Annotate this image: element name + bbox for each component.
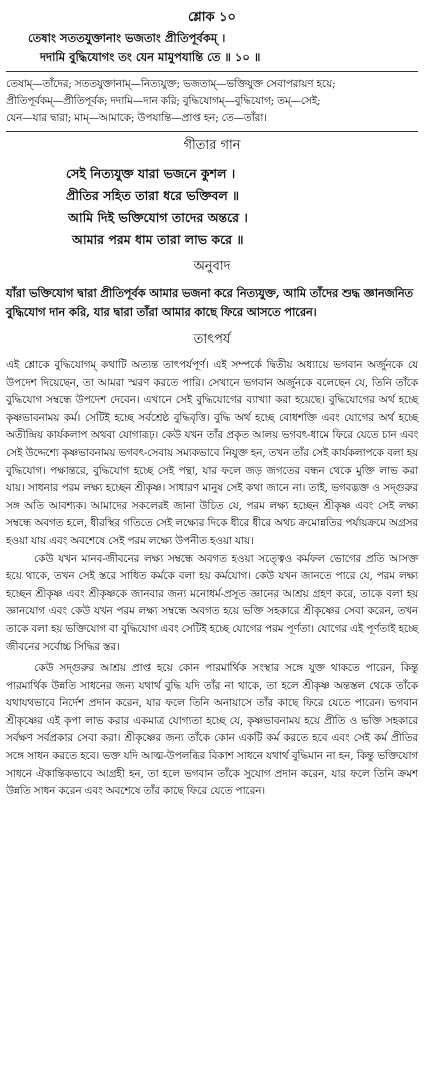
synonym-line: প্রীতিপূর্বকম্—প্রীতিপূর্বক; দদামি—দান করি; বুদ্ধিযোগম্—বুদ্ধিযোগ; তম্—সেই;	[6, 95, 321, 107]
song-line: আমার পরম ধাম তারা লাভ করে ॥	[72, 232, 244, 247]
divider	[6, 71, 418, 72]
song-verse	[6, 163, 418, 251]
purport-heading: তাৎপর্য	[193, 332, 231, 347]
synonym-line: তেষাম্—তাঁদের; সততযুক্তানাম্—নিত্যযুক্ত; ভজতাম্—ভক্তিযুক্ত সেবাপরায়ণ হয়ে;	[6, 78, 336, 90]
translation-heading: অনুবাদ	[193, 259, 231, 274]
purport-paragraph-3: কেউ সদ্গুরুর আশ্রয় প্রাপ্ত হয়ে কোন পারমার্থিক সংস্থার সঙ্গে যুক্ত থাকতে পারেন, কিন্তু পারমার্থিক উন্নতি সাধনের জন্য যথার্থ বুদ্ধি যদি তাঁর না থাকে, তা হলে শ্রীকৃষ্ণ অন্তস্তল থেকে তাঁকে যথাযথভাবে নির্দেশ প্রদান করেন, যার ফলে তিনি অনায়াসে তাঁর কাছে ফিরে যেতে পারেন। ভগবান শ্রীকৃষ্ণের এই কৃপা লাভ করার একমাত্র যোগ্যতা হচ্ছে যে, কৃষ্ণভাবনাময় হয়ে প্রীতি ও ভক্তি সহকারে সর্বক্ষণ সর্বপ্রকার সেবা করা। শ্রীকৃষ্ণের জন্য তাঁকে কোন একটি কর্ম করতে হবে এবং সেই কর্ম প্রীতির সঙ্গে সাধন করতে হবে। ভক্ত যদি আত্ম-উপলব্ধির বিকাশ সাধনে যথার্থ বুদ্ধিমান না হন, কিন্তু ভক্তিযোগ সাধনে ঐকান্তিকভাবে আগ্রহী হন, তা হলে ভগবান তাঁকে সুযোগ প্রদান করেন, যার ফলে তিনি ক্রমশ উন্নতি সাধন করেন এবং অবশেষে তাঁর কাছে ফিরে যেতে পারেন।	[6, 662, 418, 798]
purport-paragraph-2: কেউ যখন মানব-জীবনের লক্ষ্য সম্বন্ধে অবগত হওয়া সত্ত্বেও কর্মফল ভোগের প্রতি আসক্ত হয়ে থাকে, তখন সেই স্তরে সাধিত কর্মকে বলা হয় কর্মযোগ। কেউ যখন জানতে পারে যে, পরম লক্ষ্য হচ্ছেন শ্রীকৃষ্ণ এবং শ্রীকৃষ্ণকে জানবার জন্য মনোধর্ম-প্রসূত জ্ঞানের আশ্রয় গ্রহণ করে, তাকে বলা হয় জ্ঞানযোগ এবং কেউ যখন পরম লক্ষ্য সম্বন্ধে অবগত হয়ে ভক্তি সহকারে শ্রীকৃষ্ণের সেবা করেন, তখন তাকে বলা হয় ভক্তিযোগ বা বুদ্ধিযোগ এবং সেটিই হচ্ছে যোগের পরম পূর্ণতা। যোগের এই পূর্ণতাই হচ্ছে জীবনের সর্বোচ্চ সিদ্ধির স্তর।	[6, 552, 418, 653]
word-synonyms	[6, 76, 418, 127]
song-heading: গীতার গান	[183, 138, 241, 153]
purport-paragraph-1: এই শ্লোকে বুদ্ধিযোগম্ কথাটি অত্যন্ত তাৎপর্যপূর্ণ। এই সম্পর্কে দ্বিতীয় অধ্যায়ে ভগবান অর্জুনকে যে উপদেশ দিয়েছেন, তা আমরা স্মরণ করতে পারি। সেখানে ভগবান অর্জুনকে বলেছেন যে, তিনি তাঁকে বুদ্ধিযোগ সম্বন্ধে উপদেশ দেবেন। এখানে সেই বুদ্ধিযোগের ব্যাখ্যা করা হয়েছে। বুদ্ধিযোগের অর্থ হচ্ছে কৃষ্ণভাবনাময় কর্ম। সেটিই হচ্ছে সর্বশ্রেষ্ঠ বুদ্ধিবৃত্তি। বুদ্ধি অর্থ হচ্ছে বোধশক্তি এবং যোগের অর্থ হচ্ছে অতীন্দ্রিয় কার্যকলাপ অথবা যোগারূঢ়। কেউ যখন তাঁর প্রকৃত আলয় ভগবৎ-ধামে ফিরে যেতে চান এবং সেই উদ্দেশ্যে কৃষ্ণভাবনাময় ভগবৎ-সেবায় সম্যকভাবে নিযুক্ত হন, তখন তাঁর সেই কার্যকলাপকে বলা হয় বুদ্ধিযোগ। পক্ষান্তরে, বুদ্ধিযোগ হচ্ছে সেই পন্থা, যার ফলে জড় জগতের বন্ধন থেকে মুক্তি লাভ করা যায়। সাধনার পরম লক্ষ্য হচ্ছেন শ্রীকৃষ্ণ। সাধারণ মানুষ সেই কথা জানে না। তাই, ভগবদ্ভক্ত ও সদ্গুরুর সঙ্গ অতি আবশ্যক। আমাদের সকলেরই জানা উচিত যে, পরম লক্ষ্য হচ্ছেন শ্রীকৃষ্ণ এবং সেই লক্ষ্য সম্বন্ধে অবগত হলে, ধীরস্থির গতিতে সেই লক্ষ্যের দিকে ধীরে ধীরে অথচ ক্রমোন্নতির পর্যায়ক্রমে অগ্রসর হওয়া যায় এবং অবশেষে সেই পরম লক্ষ্যে উপনীত হওয়া যায়।	[6, 359, 418, 547]
sanskrit-verse	[6, 29, 418, 67]
song-line: প্রীতির সহিত তারা ধরে ভক্তিবল ॥	[66, 188, 240, 203]
song-line: সেই নিত্যযুক্ত যারা ভজনে কুশল ।	[66, 166, 236, 181]
verse-line-2: দদামি বুদ্ধিযোগং তং যেন মামুপযান্তি তে ॥ ১০ ॥	[40, 50, 261, 64]
divider	[6, 131, 418, 132]
synonym-line: যেন—যার দ্বারা; মাম্—আমাকে; উপযান্তি—প্রাপ্ত হন; তে—তাঁরা।	[6, 112, 267, 124]
song-line: আমি দিই ভক্তিযোগ তাদের অন্তরে ।	[68, 210, 248, 225]
purport-body	[6, 357, 418, 801]
verse-line-1: তেষাং সততযুক্তানাং ভজতাং প্রীতিপূর্বকম্ ।	[28, 31, 226, 45]
translation-text: যাঁরা ভক্তিযোগ দ্বারা প্রীতিপূর্বক আমার ভজনা করে নিত্যযুক্ত, আমি তাঁদের শুদ্ধ জ্ঞানজনিত বুদ্ধিযোগ দান করি, যার দ্বারা তাঁরা আমার কাছে ফিরে আসতে পারেন।	[6, 286, 413, 319]
verse-number: শ্লোক ১০	[187, 10, 237, 25]
